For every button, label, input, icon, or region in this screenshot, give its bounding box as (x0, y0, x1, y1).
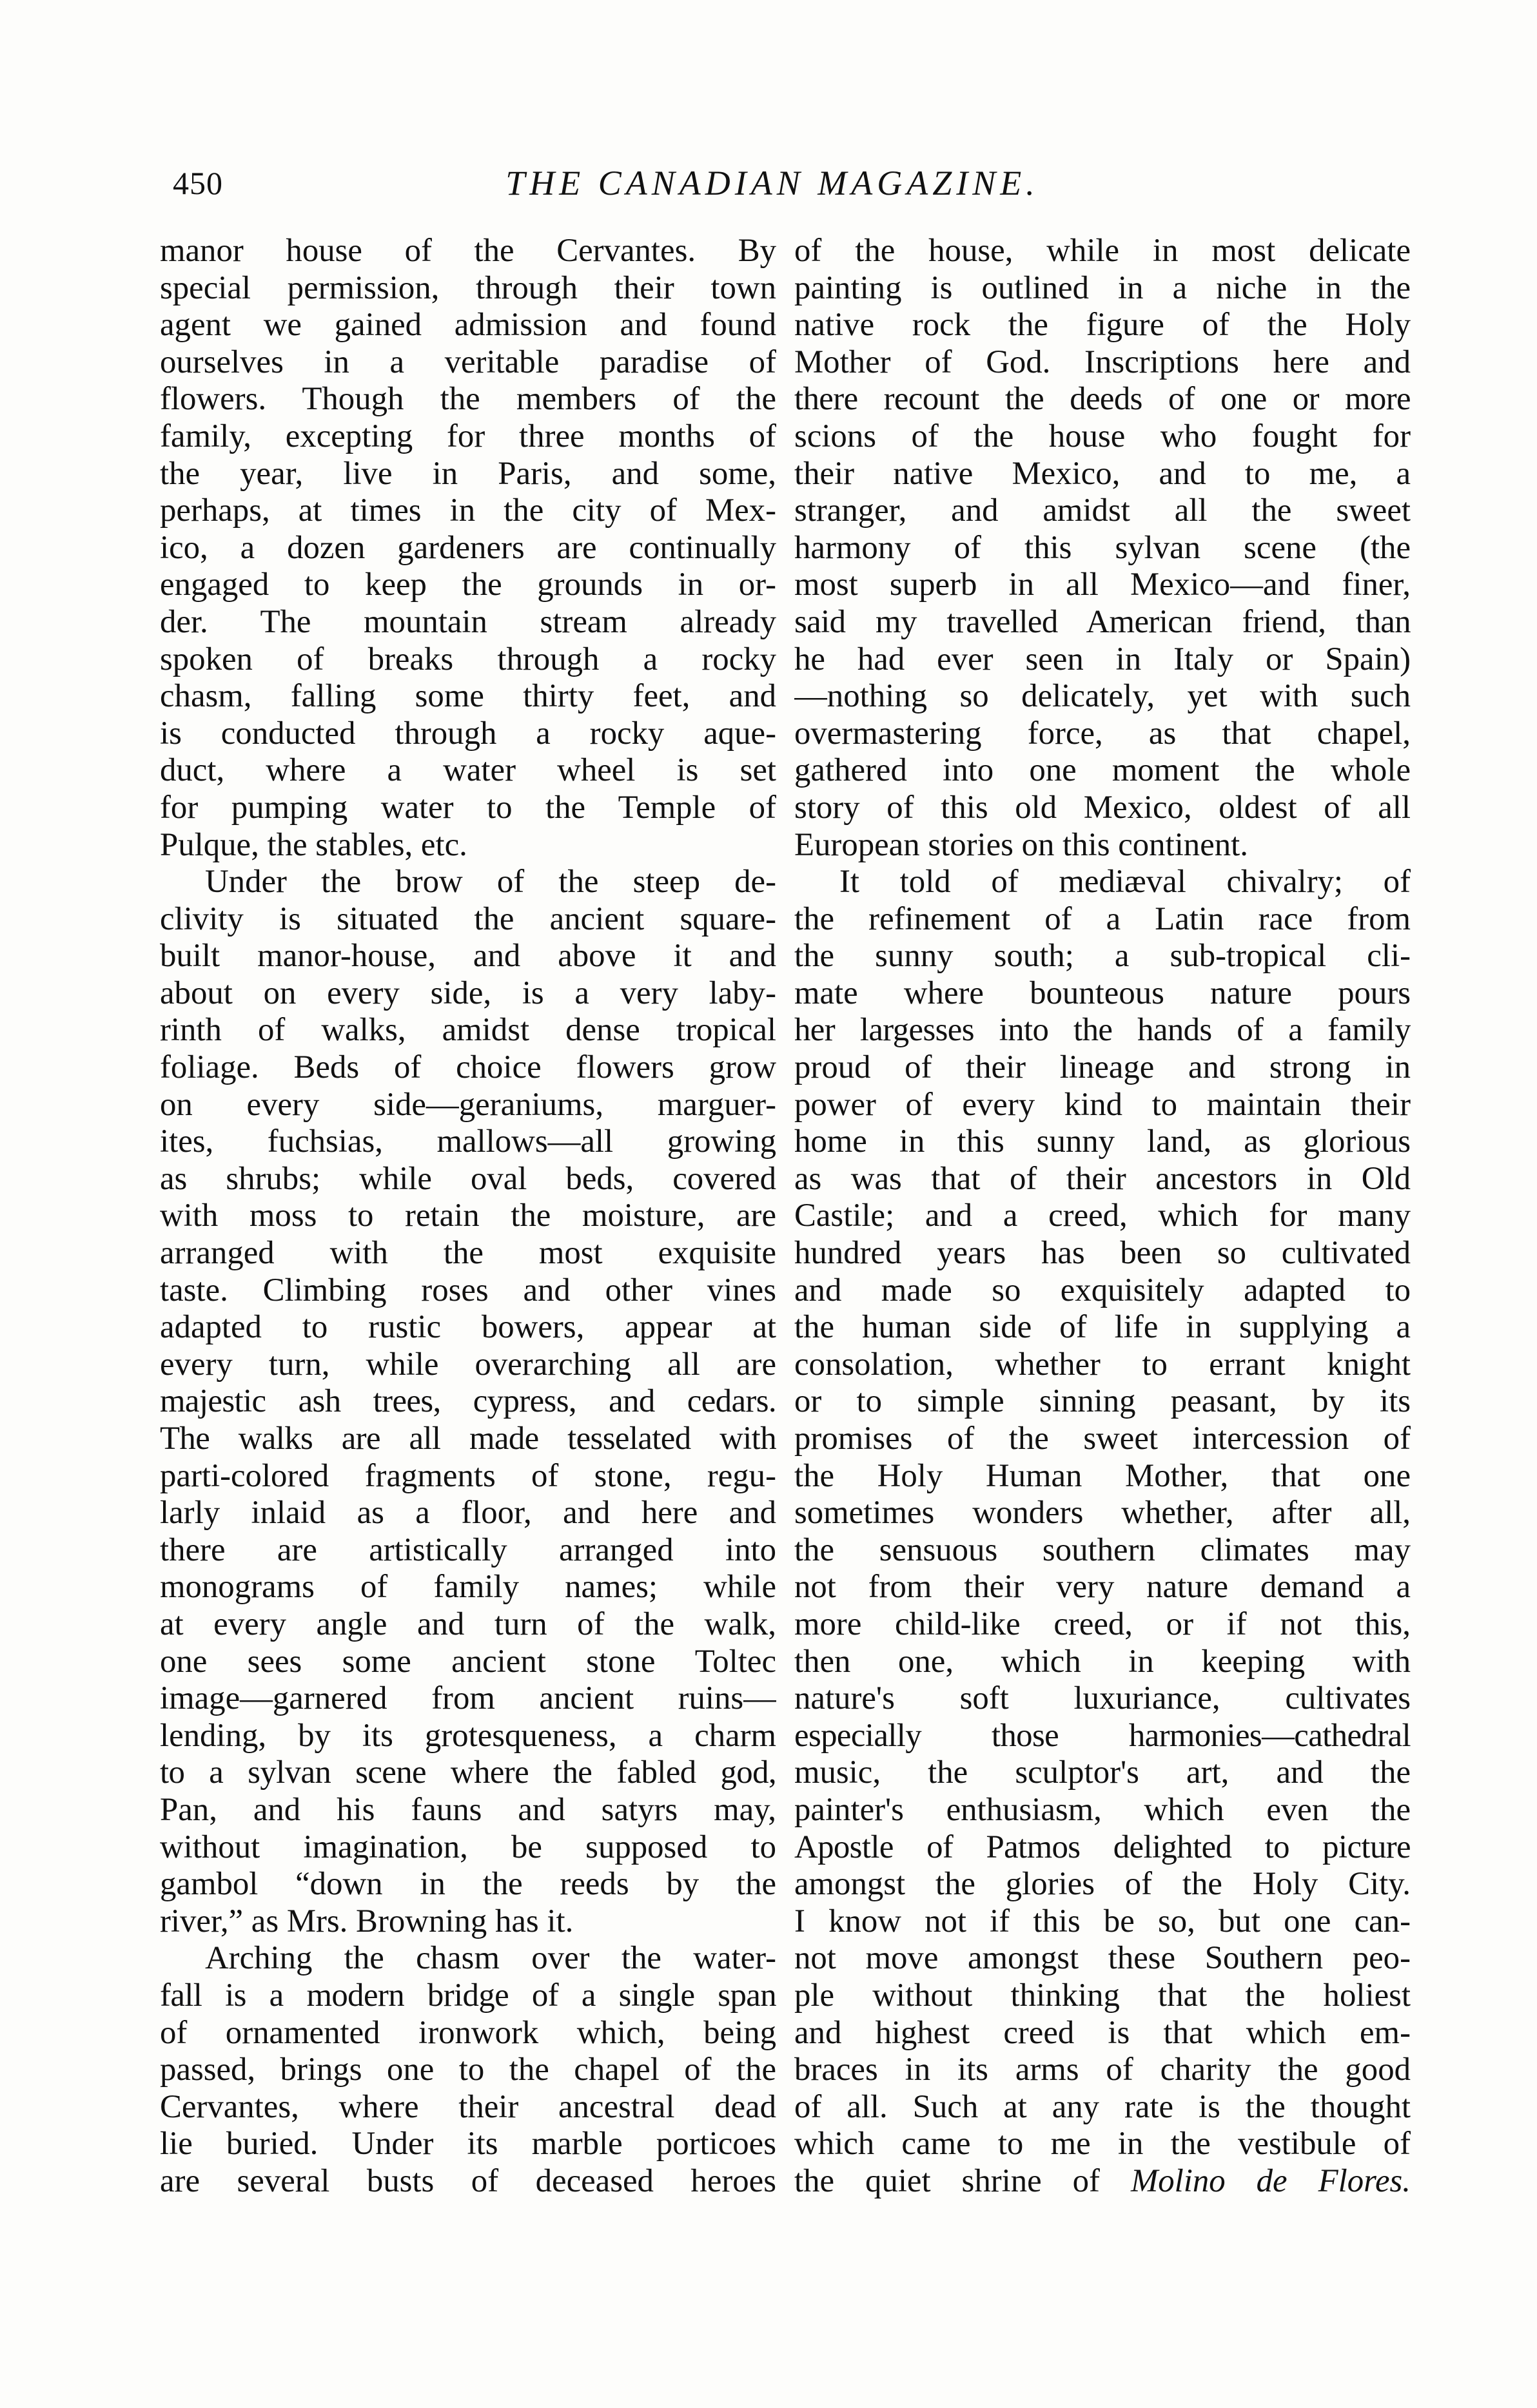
text-line: and made so exquisitely adapted to (794, 1271, 1411, 1308)
text-line: sometimes wonders whether, after all, (794, 1494, 1411, 1531)
text-line: image—garnered from ancient ruins— (160, 1680, 776, 1716)
paragraph-start-line: Under the brow of the steep de- (205, 863, 776, 900)
text-line: overmastering force, as that chapel, (794, 714, 1411, 751)
text-line: lending, by its grotesqueness, a charm (160, 1716, 776, 1753)
text-line: Pulque, the stables, etc. (160, 826, 467, 862)
text-line: hundred years has been so cultivated (794, 1234, 1411, 1271)
text-line: majestic ash trees, cypress, and cedars. (160, 1383, 776, 1419)
text-line: passed, brings one to the chapel of the (160, 2051, 776, 2088)
text-line: every turn, while overarching all are (160, 1345, 776, 1382)
text-line: one sees some ancient stone Toltec (160, 1642, 776, 1679)
text-line: the human side of life in supplying a (794, 1308, 1411, 1345)
text-line: flowers. Though the members of the (160, 380, 776, 417)
text-line: agent we gained admission and found (160, 306, 776, 343)
text-line: without imagination, be supposed to (160, 1828, 776, 1865)
text-line: Apostle of Patmos delighted to picture (794, 1828, 1411, 1865)
text-line: European stories on this continent. (794, 826, 1248, 862)
text-line: is conducted through a rocky aque- (160, 714, 776, 751)
paragraph-start-line: Arching the chasm over the water- (205, 1939, 776, 1976)
text-line: there recount the deeds of one or more (794, 380, 1411, 417)
text-line: parti-colored fragments of stone, regu- (160, 1457, 776, 1493)
final-line (794, 2162, 1411, 2200)
text-line: ple without thinking that the holiest (794, 1976, 1411, 2013)
text-line: the Holy Human Mother, that one (794, 1457, 1411, 1493)
text-line: as shrubs; while oval beds, covered (160, 1160, 776, 1196)
text-line: duct, where a water wheel is set (160, 752, 776, 788)
text-line: not from their very nature demand a (794, 1568, 1411, 1605)
text-line: clivity is situated the ancient square- (160, 900, 776, 937)
text-line: as was that of their ancestors in Old (794, 1160, 1411, 1196)
text-line: or to simple sinning peasant, by its (794, 1383, 1411, 1419)
text-line: Cervantes, where their ancestral dead (160, 2088, 776, 2124)
text-line: the sensuous southern climates may (794, 1531, 1411, 1568)
text-line: story of this old Mexico, oldest of all (794, 788, 1411, 825)
text-line: family, excepting for three months of (160, 417, 776, 454)
text-line: chasm, falling some thirty feet, and (160, 677, 776, 714)
text-line: der. The mountain stream already (160, 603, 776, 639)
text-line: about on every side, is a very laby- (160, 974, 776, 1011)
right-column (794, 232, 1411, 2199)
text-line: built manor-house, and above it and (160, 937, 776, 974)
text-line: her largesses into the hands of a family (794, 1011, 1411, 1048)
text-line: their native Mexico, and to me, a (794, 454, 1411, 491)
text-line: home in this sunny land, as glorious (794, 1123, 1411, 1160)
text-line: Pan, and his fauns and satyrs may, (160, 1791, 776, 1827)
text-line: lie buried. Under its marble porticoes (160, 2125, 776, 2162)
text-line: Castile; and a creed, which for many (794, 1197, 1411, 1234)
text-line: perhaps, at times in the city of Mex- (160, 492, 776, 529)
text-line: mate where bounteous nature pours (794, 974, 1411, 1011)
text-line: —nothing so delicately, yet with such (794, 677, 1411, 714)
text-line: proud of their lineage and strong in (794, 1049, 1411, 1085)
text-line: nature's soft luxuriance, cultivates (794, 1680, 1411, 1716)
text-line: painter's enthusiasm, which even the (794, 1791, 1411, 1827)
text-line: he had ever seen in Italy or Spain) (794, 640, 1411, 677)
text-line: to a sylvan scene where the fabled god, (160, 1754, 776, 1791)
text-line: The walks are all made tesselated with (160, 1420, 776, 1456)
text-line: fall is a modern bridge of a single span (160, 1976, 776, 2013)
text-line: consolation, whether to errant knight (794, 1345, 1411, 1382)
text-line: especially those harmonies—cathedral (794, 1716, 1411, 1753)
text-line: ourselves in a veritable paradise of (160, 343, 776, 380)
text-line: gambol “down in the reeds by the (160, 1865, 776, 1902)
text-line: rinth of walks, amidst dense tropical (160, 1011, 776, 1048)
text-line: manor house of the Cervantes. By (160, 232, 776, 268)
text-line: foliage. Beds of choice flowers grow (160, 1049, 776, 1085)
text-line: arranged with the most exquisite (160, 1234, 776, 1271)
place-name-italic: Molino de Flores. (1130, 2162, 1411, 2199)
text-line: are several busts of deceased heroes (160, 2162, 776, 2199)
text-line: spoken of breaks through a rocky (160, 640, 776, 677)
text-line: gathered into one moment the whole (794, 752, 1411, 788)
page-number: 450 (173, 165, 223, 201)
text-line: of ornamented ironwork which, being (160, 2014, 776, 2050)
text-line: Mother of God. Inscriptions here and (794, 343, 1411, 380)
text-line: stranger, and amidst all the sweet (794, 492, 1411, 529)
text-line: power of every kind to maintain their (794, 1085, 1411, 1122)
text-line: special permission, through their town (160, 269, 776, 306)
text-line: not move amongst these Southern peo- (794, 1939, 1411, 1976)
running-head: THE CANADIAN MAGAZINE. (505, 164, 1039, 202)
text-line: promises of the sweet intercession of (794, 1420, 1411, 1456)
paragraph-start-line: It told of mediæval chivalry; of (839, 863, 1411, 900)
text-line: then one, which in keeping with (794, 1642, 1411, 1679)
text-line: harmony of this sylvan scene (the (794, 529, 1411, 565)
text-line: engaged to keep the grounds in or- (160, 566, 776, 603)
text-line: taste. Climbing roses and other vines (160, 1271, 776, 1308)
text-line: I know not if this be so, but one can- (794, 1902, 1411, 1939)
text-line: river,” as Mrs. Browning has it. (160, 1902, 574, 1939)
text-line: and highest creed is that which em- (794, 2014, 1411, 2050)
text-line: the sunny south; a sub-tropical cli- (794, 937, 1411, 974)
text-line: monograms of family names; while (160, 1568, 776, 1605)
text-line: most superb in all Mexico—and finer, (794, 566, 1411, 603)
text-line: music, the sculptor's art, and the (794, 1754, 1411, 1791)
text-line: adapted to rustic bowers, appear at (160, 1308, 776, 1345)
text-line: ites, fuchsias, mallows—all growing (160, 1123, 776, 1160)
text-line: the refinement of a Latin race from (794, 900, 1411, 937)
left-column (160, 232, 776, 2199)
text-line: with moss to retain the moisture, are (160, 1197, 776, 1234)
text-line: ico, a dozen gardeners are continually (160, 529, 776, 565)
text-line: said my travelled American friend, than (794, 603, 1411, 639)
text-line: the year, live in Paris, and some, (160, 454, 776, 491)
text-line: painting is outlined in a niche in the (794, 269, 1411, 306)
text-line: larly inlaid as a floor, and here and (160, 1494, 776, 1531)
page-header (173, 158, 1398, 216)
text-line: of all. Such at any rate is the thought (794, 2088, 1411, 2124)
text-line: for pumping water to the Temple of (160, 788, 776, 825)
text-line: more child-like creed, or if not this, (794, 1605, 1411, 1642)
text-line: at every angle and turn of the walk, (160, 1605, 776, 1642)
text-line: which came to me in the vestibule of (794, 2125, 1411, 2162)
text-line: native rock the figure of the Holy (794, 306, 1411, 343)
text-line: on every side—geraniums, marguer- (160, 1085, 776, 1122)
text-line: amongst the glories of the Holy City. (794, 1865, 1411, 1902)
final-line-text: the quiet shrine of (794, 2162, 1131, 2199)
text-line: there are artistically arranged into (160, 1531, 776, 1568)
text-line: braces in its arms of charity the good (794, 2051, 1411, 2088)
text-line: of the house, while in most delicate (794, 232, 1411, 268)
text-line: scions of the house who fought for (794, 417, 1411, 454)
